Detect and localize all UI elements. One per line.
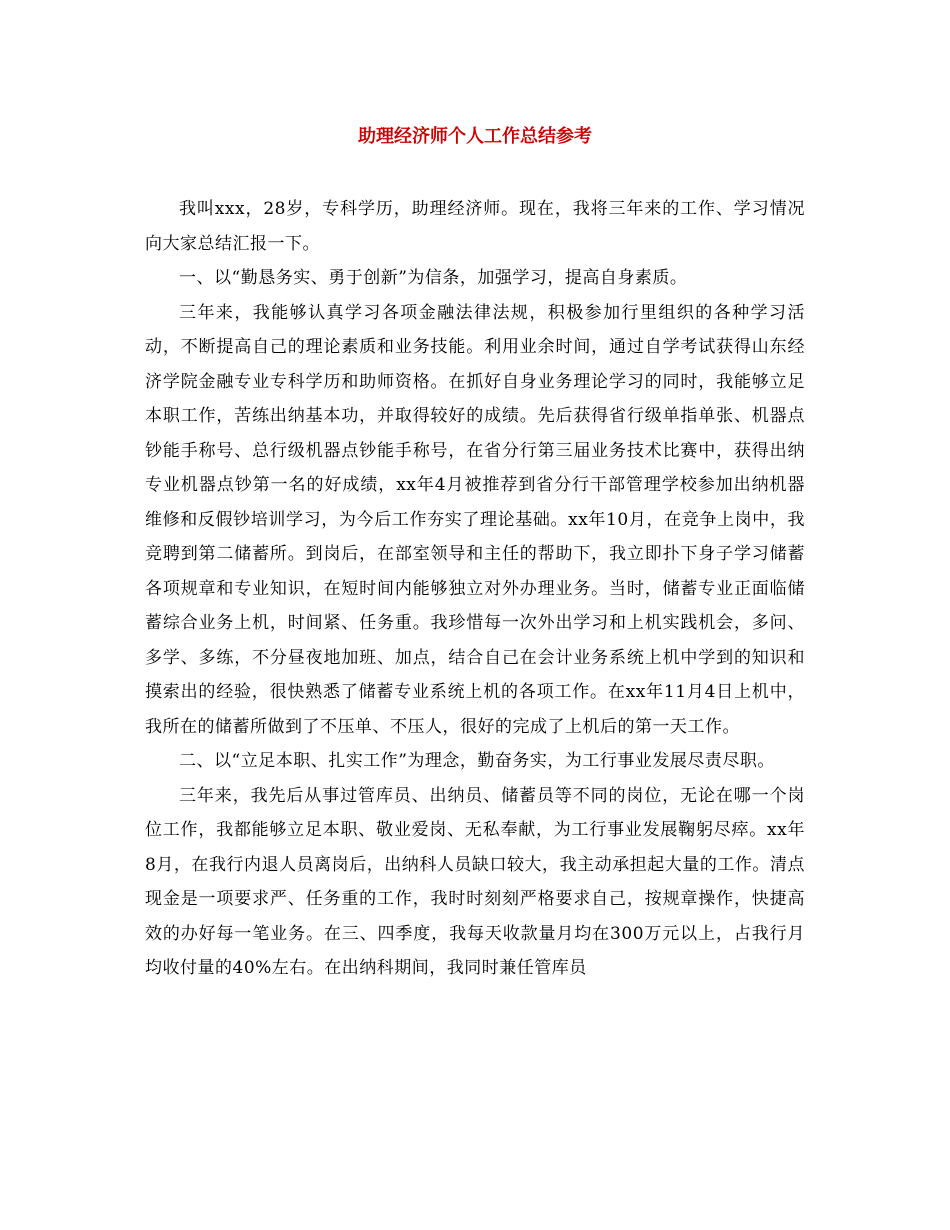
paragraph-heading-two: 二、以“立足本职、扎实工作”为理念，勤奋务实，为工行事业发展尽责尽职。	[179, 751, 775, 771]
paragraph-work: 三年来，我先后从事过管库员、出纳员、储蓄员等不同的岗位，无论在哪一个岗位工作，我都能够立足本职、敬业爱岗、无私奉献，为工行事业发展鞠躬尽瘁。xx年8月，在我行内退人员离岗后，出纳科人员缺口较大，我主动承担起大量的工作。清点现金是一项要求严、任务重的工作，我时时刻刻严格要求自己，按规章操作，快捷高效的办好每一笔业务。在三、四季度，我每天收款量月均在300万元以上，占我行月均收付量的40%左右。在出纳科期间，我同时兼任管库员	[145, 785, 805, 978]
paragraph-intro: 我叫xxx，28岁，专科学历，助理经济师。现在，我将三年来的工作、学习情况向大家总结汇报一下。	[145, 199, 805, 254]
document-title: 助理经济师个人工作总结参考	[358, 126, 592, 147]
document-body	[145, 192, 805, 986]
paragraph-study: 三年来，我能够认真学习各项金融法律法规，积极参加行里组织的各种学习活动，不断提高自己的理论素质和业务技能。利用业余时间，通过自学考试获得山东经济学院金融专业专科学历和助师资格。在抓好自身业务理论学习的同时，我能够立足本职工作，苦练出纳基本功，并取得较好的成绩。先后获得省行级单指单张、机器点钞能手称号、总行级机器点钞能手称号，在省分行第三届业务技术比赛中，获得出纳专业机器点钞第一名的好成绩，xx年4月被推荐到省分行干部管理学校参加出纳机器维修和反假钞培训学习，为今后工作夯实了理论基础。xx年10月，在竞争上岗中，我竞聘到第二储蓄所。到岗后，在部室领导和主任的帮助下，我立即扑下身子学习储蓄各项规章和专业知识，在短时间内能够独立对外办理业务。当时，储蓄专业正面临储蓄综合业务上机，时间紧、任务重。我珍惜每一次外出学习和上机实践机会，多问、多学、多练，不分昼夜地加班、加点，结合自己在会计业务系统上机中学到的知识和摸索出的经验，很快熟悉了储蓄专业系统上机的各项工作。在xx年11月4日上机中，我所在的储蓄所做到了不压单、不压人，很好的完成了上机后的第一天工作。	[145, 302, 805, 737]
paragraph-heading-one: 一、以“勤恳务实、勇于创新”为信条，加强学习，提高自身素质。	[179, 268, 688, 288]
